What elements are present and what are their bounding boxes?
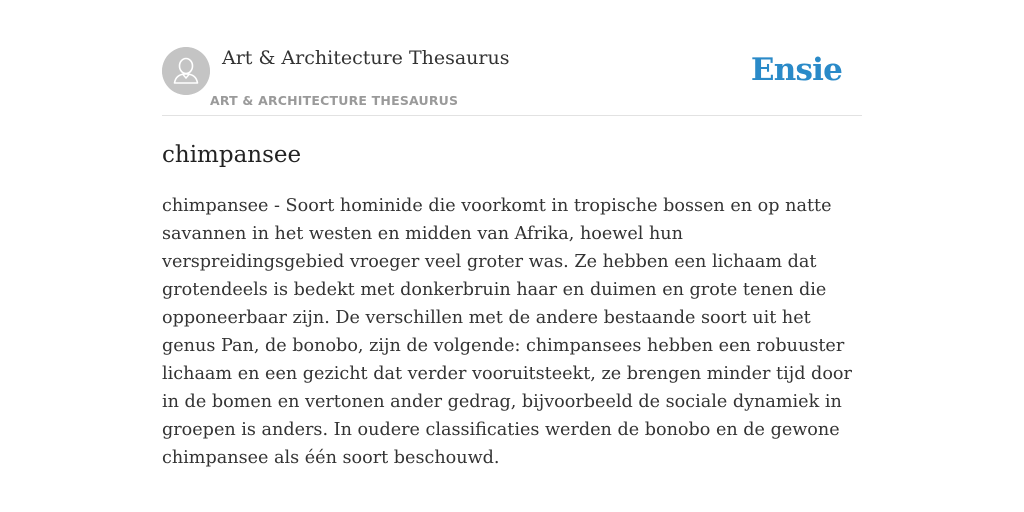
entry-card	[162, 0, 862, 468]
ensie-logo[interactable]: Ensie	[750, 52, 842, 88]
source-name-link[interactable]: Art & Architecture Thesaurus	[222, 47, 510, 69]
source-subtitle: ART & ARCHITECTURE THESAURUS	[210, 93, 459, 108]
user-avatar-icon[interactable]	[162, 47, 210, 95]
header	[162, 0, 862, 116]
entry-definition: chimpansee - Soort hominide die voorkomt in tropische bossen en op natte savannen in het westen en midden van Afrika, hoewel hun verspreidingsgebied vroeger veel groter was. Ze hebben een lichaam dat grotendeels is bedekt met donkerbruin haar en duimen en grote tenen die opponeerbaar zijn. De verschillen met de andere bestaande soort uit het genus Pan, de bonobo, zijn de volgende: chimpansees hebben een robuuster lichaam en een gezicht dat verder vooruitsteekt, ze brengen minder tijd door in de bomen en vertonen ander gedrag, bijvoorbeeld de sociale dynamiek in groepen is anders. In oudere classificaties werden de bonobo en de gewone chimpansee als één soort beschouwd.	[162, 196, 852, 468]
entry-title: chimpansee	[162, 142, 302, 168]
